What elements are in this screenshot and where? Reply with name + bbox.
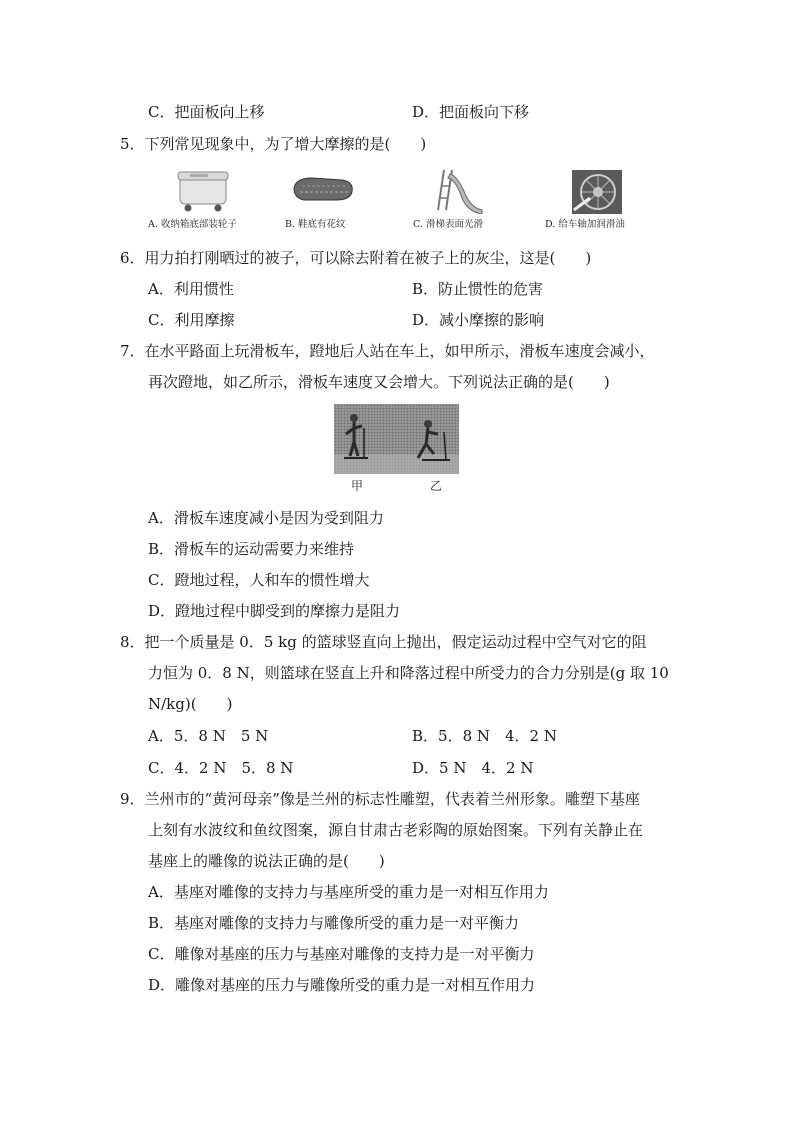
q8-stem-line2: 力恒为 0．8 N，则篮球在竖直上升和降落过程中所受力的合力分别是(g 取 10 <box>148 664 669 682</box>
q6-option-d: D．减小摩擦的影响 <box>412 311 545 329</box>
q7-label-yi: 乙 <box>430 479 443 493</box>
q5-caption-d: D. 给车轴加润滑油 <box>545 219 625 230</box>
q5-caption-a: A. 收纳箱底部装轮子 <box>148 219 237 230</box>
q6-stem: 6．用力拍打刚晒过的被子，可以除去附着在被子上的灰尘，这是( ) <box>120 249 592 267</box>
q7-label-jia: 甲 <box>351 479 364 493</box>
q9-stem-line3: 基座上的雕像的说法正确的是( ) <box>148 852 385 870</box>
q6-option-c: C．利用摩擦 <box>148 311 235 329</box>
q9-stem-line2: 上刻有水波纹和鱼纹图案，源自甘肃古老彩陶的原始图案。下列有关静止在 <box>148 821 644 839</box>
bike-axle-oil-picture <box>572 170 622 214</box>
q7-stem-line2: 再次蹬地，如乙所示，滑板车速度又会增大。下列说法正确的是( ) <box>148 373 610 391</box>
q9-option-c: C．雕像对基座的压力与基座对雕像的支持力是一对平衡力 <box>148 945 535 963</box>
q4-option-d: D．把面板向下移 <box>412 103 530 121</box>
q6-option-b: B．防止惯性的危害 <box>412 280 544 298</box>
q6-option-a: A．利用惯性 <box>148 280 234 298</box>
q5-caption-b: B. 鞋底有花纹 <box>285 219 346 230</box>
q7-option-a: A．滑板车速度减小是因为受到阻力 <box>148 509 384 527</box>
scooter-photo <box>334 404 459 474</box>
q7-stem-line1: 7．在水平路面上玩滑板车，蹬地后人站在车上，如甲所示，滑板车速度会减小， <box>120 342 655 360</box>
q8-stem-line1: 8．把一个质量是 0．5 kg 的篮球竖直向上抛出，假定运动过程中空气对它的阻 <box>120 633 647 651</box>
q5-caption-c: C. 滑梯表面光滑 <box>413 219 483 230</box>
q4-option-c: C．把面板向上移 <box>148 103 265 121</box>
q7-option-b: B．滑板车的运动需要力来维持 <box>148 540 355 558</box>
storage-box-picture <box>176 166 232 214</box>
q8-stem-line3: N/kg)( ) <box>148 695 233 713</box>
q7-option-d: D．蹬地过程中脚受到的摩擦力是阻力 <box>148 602 401 620</box>
q5-stem: 5．下列常见现象中，为了增大摩擦的是( ) <box>120 135 427 153</box>
q9-option-b: B．基座对雕像的支持力与雕像所受的重力是一对平衡力 <box>148 914 520 932</box>
q8-option-d: D．5 N 4．2 N <box>412 759 534 777</box>
q7-option-c: C．蹬地过程，人和车的惯性增大 <box>148 571 370 589</box>
q9-option-a: A．基座对雕像的支持力与基座所受的重力是一对相互作用力 <box>148 883 549 901</box>
q8-option-c: C．4．2 N 5．8 N <box>148 759 294 777</box>
q8-option-a: A．5．8 N 5 N <box>148 727 269 745</box>
q9-stem-line1: 9．兰州市的“黄河母亲”像是兰州的标志性雕塑，代表着兰州形象。雕塑下基座 <box>120 790 640 808</box>
shoe-sole-picture <box>290 172 356 206</box>
slide-picture <box>428 166 484 214</box>
q9-option-d: D．雕像对基座的压力与雕像所受的重力是一对相互作用力 <box>148 976 536 994</box>
q8-option-b: B．5．8 N 4．2 N <box>412 727 557 745</box>
